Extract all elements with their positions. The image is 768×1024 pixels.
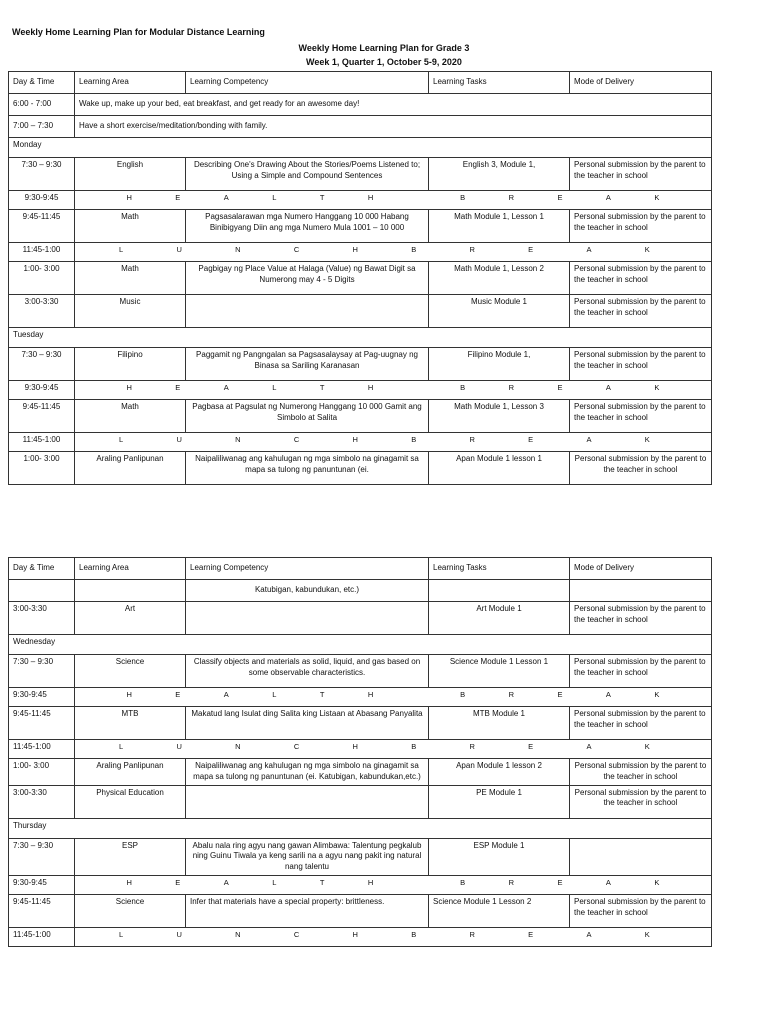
col-header-day-time: Day & Time	[9, 558, 75, 580]
table-header-row	[9, 72, 712, 94]
row-task: Apan Module 1 lesson 1	[429, 452, 570, 485]
table-row	[9, 655, 712, 688]
row-competency	[186, 602, 429, 635]
row-learning-area: Science	[75, 655, 186, 688]
table-header-row	[9, 558, 712, 580]
row-activity: Wake up, make up your bed, eat breakfast, and get ready for an awesome day!	[75, 94, 712, 116]
row-time: 1:00- 3:00	[9, 262, 75, 295]
row-task: Art Module 1	[429, 602, 570, 635]
row-time: 9:30-9:45	[9, 875, 75, 894]
health-break-row	[9, 381, 712, 400]
day-label-monday: Monday	[9, 138, 712, 158]
table-row	[9, 348, 712, 381]
health-break-banner: H E A L T H B R E A K	[75, 875, 712, 894]
row-time: 11:45-1:00	[9, 740, 75, 759]
plan-title: Weekly Home Learning Plan for Grade 3	[298, 43, 470, 53]
row-learning-area: Art	[75, 602, 186, 635]
table-row	[9, 295, 712, 328]
row-delivery: Personal submission by the parent to the teacher in school	[570, 759, 712, 786]
row-learning-area: Science	[75, 894, 186, 927]
lunch-break-banner: L U N C H B R E A K	[75, 927, 712, 946]
row-learning-area: Math	[75, 400, 186, 433]
health-break-row	[9, 875, 712, 894]
row-time: 1:00- 3:00	[9, 452, 75, 485]
row-task: Music Module 1	[429, 295, 570, 328]
row-task: PE Module 1	[429, 785, 570, 818]
row-time: 3:00-3:30	[9, 295, 75, 328]
day-row	[9, 138, 712, 158]
row-competency: Makatud lang Isulat ding Salita king Listaan at Abasang Panyalita	[186, 707, 429, 740]
col-header-learning-tasks: Learning Tasks	[429, 72, 570, 94]
lunch-break-row	[9, 740, 712, 759]
row-delivery: Personal submission by the parent to the teacher in school	[570, 894, 712, 927]
row-task: Apan Module 1 lesson 2	[429, 759, 570, 786]
row-delivery: Personal submission by the parent to the teacher in school	[570, 158, 712, 191]
row-delivery: Personal submission by the parent to the teacher in school	[570, 602, 712, 635]
health-break-row	[9, 688, 712, 707]
row-competency: Naipaliliwanag ang kahulugan ng mga simbolo na ginagamit sa mapa sa tulong ng panuntunan (ei.	[186, 452, 429, 485]
row-delivery: Personal submission by the parent to the teacher in school	[570, 295, 712, 328]
lunch-break-banner: L U N C H B R E A K	[75, 243, 712, 262]
table-row	[9, 262, 712, 295]
row-competency: Pagbigay ng Place Value at Halaga (Value) ng Bawat Digit sa Numerong may 4 - 5 Digits	[186, 262, 429, 295]
row-time: 7:30 – 9:30	[9, 158, 75, 191]
row-time: 9:45-11:45	[9, 707, 75, 740]
table-row	[9, 707, 712, 740]
row-task: Science Module 1 Lesson 2	[429, 894, 570, 927]
lunch-break-row	[9, 433, 712, 452]
lunch-break-banner: L U N C H B R E A K	[75, 740, 712, 759]
day-row	[9, 635, 712, 655]
lunch-break-row	[9, 243, 712, 262]
row-time: 3:00-3:30	[9, 602, 75, 635]
row-learning-area: Math	[75, 210, 186, 243]
row-delivery: Personal submission by the parent to the teacher in school	[570, 655, 712, 688]
col-header-learning-area: Learning Area	[75, 72, 186, 94]
col-header-day-time: Day & Time	[9, 72, 75, 94]
row-time: 9:45-11:45	[9, 894, 75, 927]
table-row	[9, 759, 712, 786]
row-delivery	[570, 580, 712, 602]
row-delivery: Personal submission by the parent to the teacher in school	[570, 210, 712, 243]
row-competency: Paggamit ng Pangngalan sa Pagsasalaysay at Pag-uugnay ng Binasa sa Sariling Karanasan	[186, 348, 429, 381]
row-competency: Abalu nala ring agyu nang gawan Alimbawa: Talentung pegkalub ning Guinu Tiwala ya keng sarili na a agyu nang pakit ing natural nang talentu	[186, 838, 429, 875]
row-time: 7:30 – 9:30	[9, 348, 75, 381]
row-time: 7:00 – 7:30	[9, 116, 75, 138]
row-time: 6:00 - 7:00	[9, 94, 75, 116]
row-delivery: Personal submission by the parent to the teacher in school	[570, 262, 712, 295]
day-row	[9, 818, 712, 838]
row-time: 9:30-9:45	[9, 191, 75, 210]
day-label-wednesday: Wednesday	[9, 635, 712, 655]
table-row	[9, 452, 712, 485]
lunch-break-banner: L U N C H B R E A K	[75, 433, 712, 452]
row-task: English 3, Module 1,	[429, 158, 570, 191]
row-time: 1:00- 3:00	[9, 759, 75, 786]
day-label-tuesday: Tuesday	[9, 328, 712, 348]
row-time: 7:30 – 9:30	[9, 655, 75, 688]
row-learning-area: Araling Panlipunan	[75, 452, 186, 485]
row-delivery: Personal submission by the parent to the teacher in school	[570, 348, 712, 381]
table-row	[9, 94, 712, 116]
row-time: 7:30 – 9:30	[9, 838, 75, 875]
col-header-learning-area: Learning Area	[75, 558, 186, 580]
row-delivery: Personal submission by the parent to the teacher in school	[570, 785, 712, 818]
row-time: 11:45-1:00	[9, 243, 75, 262]
col-header-learning-competency: Learning Competency	[186, 558, 429, 580]
row-competency: Infer that materials have a special property: brittleness.	[186, 894, 429, 927]
row-learning-area: Music	[75, 295, 186, 328]
row-task	[429, 580, 570, 602]
row-learning-area: Physical Education	[75, 785, 186, 818]
lunch-break-row	[9, 927, 712, 946]
table-row	[9, 158, 712, 191]
row-time: 9:45-11:45	[9, 210, 75, 243]
row-time: 11:45-1:00	[9, 433, 75, 452]
row-task: Filipino Module 1,	[429, 348, 570, 381]
row-competency: Describing One's Drawing About the Stories/Poems Listened to; Using a Simple and Compound Sentences	[186, 158, 429, 191]
row-learning-area	[75, 580, 186, 602]
table-row	[9, 400, 712, 433]
plan-table-page-1	[8, 71, 712, 485]
row-task: MTB Module 1	[429, 707, 570, 740]
row-competency: Pagsasalarawan mga Numero Hanggang 10 000 Habang Binibigyang Diin ang mga Numero Mula 1001 – 10 000	[186, 210, 429, 243]
col-header-mode-of-delivery: Mode of Delivery	[570, 558, 712, 580]
day-label-thursday: Thursday	[9, 818, 712, 838]
day-row	[9, 328, 712, 348]
table-row	[9, 785, 712, 818]
health-break-banner: H E A L T H B R E A K	[75, 688, 712, 707]
row-time	[9, 580, 75, 602]
document-title: Weekly Home Learning Plan for Modular Distance Learning	[12, 27, 265, 37]
row-learning-area: ESP	[75, 838, 186, 875]
health-break-row	[9, 191, 712, 210]
row-time: 9:30-9:45	[9, 688, 75, 707]
row-competency: Pagbasa at Pagsulat ng Numerong Hanggang 10 000 Gamit ang Simbolo at Salita	[186, 400, 429, 433]
row-time: 9:45-11:45	[9, 400, 75, 433]
table-row	[9, 210, 712, 243]
row-learning-area: Araling Panlipunan	[75, 759, 186, 786]
col-header-learning-tasks: Learning Tasks	[429, 558, 570, 580]
table-row	[9, 838, 712, 875]
row-time: 3:00-3:30	[9, 785, 75, 818]
health-break-banner: H E A L T H B R E A K	[75, 191, 712, 210]
row-learning-area: Math	[75, 262, 186, 295]
row-task: Math Module 1, Lesson 2	[429, 262, 570, 295]
col-header-learning-competency: Learning Competency	[186, 72, 429, 94]
row-activity: Have a short exercise/meditation/bonding with family.	[75, 116, 712, 138]
col-header-mode-of-delivery: Mode of Delivery	[570, 72, 712, 94]
row-competency	[186, 785, 429, 818]
table-row	[9, 116, 712, 138]
row-delivery: Personal submission by the parent to the teacher in school	[570, 400, 712, 433]
health-break-banner: H E A L T H B R E A K	[75, 381, 712, 400]
row-task: Science Module 1 Lesson 1	[429, 655, 570, 688]
row-time: 9:30-9:45	[9, 381, 75, 400]
row-task: ESP Module 1	[429, 838, 570, 875]
row-delivery	[570, 838, 712, 875]
row-competency	[186, 295, 429, 328]
row-competency: Katubigan, kabundukan, etc.)	[186, 580, 429, 602]
row-learning-area: English	[75, 158, 186, 191]
row-learning-area: MTB	[75, 707, 186, 740]
row-time: 11:45-1:00	[9, 927, 75, 946]
table-row	[9, 602, 712, 635]
row-learning-area: Filipino	[75, 348, 186, 381]
row-delivery: Personal submission by the parent to the teacher in school	[570, 452, 712, 485]
row-competency: Classify objects and materials as solid, liquid, and gas based on some observable characteristics.	[186, 655, 429, 688]
plan-subtitle: Week 1, Quarter 1, October 5-9, 2020	[306, 57, 462, 67]
table-row	[9, 894, 712, 927]
plan-table-page-2	[8, 557, 712, 947]
row-task: Math Module 1, Lesson 3	[429, 400, 570, 433]
table-row	[9, 580, 712, 602]
row-task: Math Module 1, Lesson 1	[429, 210, 570, 243]
row-delivery: Personal submission by the parent to the teacher in school	[570, 707, 712, 740]
row-competency: Naipaliliwanag ang kahulugan ng mga simbolo na ginagamit sa mapa sa tulong ng panuntunan (ei. Katubigan, kabundukan,etc.)	[186, 759, 429, 786]
